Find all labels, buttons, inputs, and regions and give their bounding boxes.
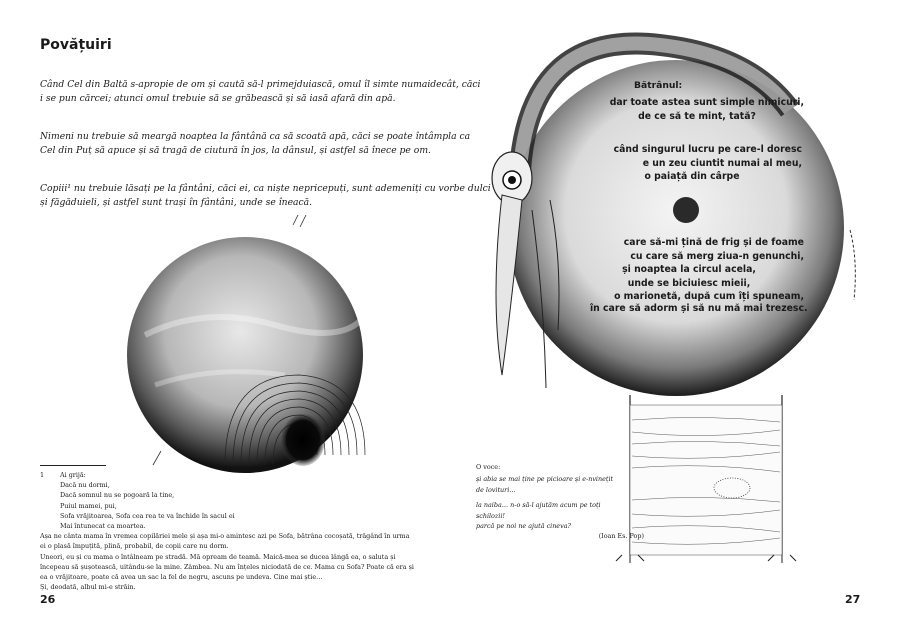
ink-circle-illustration — [125, 215, 385, 475]
page-title: Povățuiri — [40, 37, 112, 53]
poem-line: de ce să te mint, tată? — [638, 110, 756, 122]
voice-line: schilozii! — [476, 511, 505, 520]
paragraph-2 — [40, 130, 471, 158]
poem-stanza-4 — [590, 302, 808, 316]
poem-stanza-1 — [590, 96, 804, 123]
voice-line: și abia se mai ține pe picioare și e-nvinețit — [476, 475, 614, 484]
voice-heading: O voce: — [476, 463, 501, 471]
prose-line: ea o vrăjitoare, poate că avea un sac la fel de negru, ascuns pe undeva. Cine mai știe… — [40, 573, 323, 582]
poem-line: și noaptea la circul acela, — [622, 264, 756, 275]
prose-line: Și, deodată, albul mi-e străin. — [40, 583, 136, 592]
paragraph-line: și făgăduieli, și astfel sunt trași în fântâni, unde se îneacă. — [40, 197, 313, 208]
voice-line: parcă pe noi ne ajută cineva? — [476, 522, 571, 531]
verse-line: Mai întunecat ca moartea. — [60, 522, 146, 531]
poem-line: o marionetă, după cum îți spuneam, — [614, 291, 804, 302]
page-number-left: 26 — [40, 593, 56, 606]
paragraph-line: Nimeni nu trebuie să meargă noaptea la fântână ca să scoată apă, căci se poate întâmpla ca — [40, 131, 471, 142]
striped-box — [630, 405, 782, 555]
poem-line: în care să adorm și să nu mă mai trezesc. — [590, 303, 808, 314]
verse-line: Ai grijă: — [60, 471, 86, 479]
poem-line: e un zeu ciuntit numai al meu, — [642, 157, 802, 169]
dark-hole — [281, 414, 325, 466]
voice-line: de lovituri… — [476, 485, 516, 494]
page-number-right: 27 — [845, 593, 861, 606]
footnote-rule — [40, 465, 106, 466]
poem-line: cu care să merg ziua-n genunchi, — [630, 250, 804, 262]
footnote-prose — [40, 531, 420, 592]
prose-line: Uneori, eu și cu mama o întâlneam pe stradă. Mă opream de teamă. Maică-mea se ducea lângă ea, o saluta și — [40, 552, 396, 561]
poem-stanza-2 — [582, 143, 802, 184]
paragraph-line: Copiii¹ nu trebuie lăsați pe la fântâni, căci ei, ca niște nepricepuți, sunt ademeniți cu vorbe dulci — [40, 183, 491, 194]
poem-line: unde se biciuiesc mieii, — [627, 277, 751, 289]
prose-line: ei o plasă împuțită, plină, probabil, de copii care nu dorm. — [40, 542, 229, 551]
navel-spot — [673, 197, 699, 223]
right-page — [450, 0, 900, 636]
paragraph-1 — [40, 78, 481, 106]
voice-line: la naiba… n-o să-l ajutăm acum pe toți — [476, 501, 601, 510]
poem-line: dar toate astea sunt simple nimicuri, — [609, 97, 804, 108]
prose-line: Așa ne cânta mama în vremea copilăriei mele și așa mi-o amintesc azi pe Sofa, bătrâna cocoșată, trăgând în urma — [40, 532, 410, 541]
voice-block — [476, 462, 646, 542]
footnote-verse — [40, 470, 420, 531]
signature: (Ioan Es. Pop) — [598, 532, 644, 541]
paragraph-line: Când Cel din Baltă s-apropie de om și caută să-l primejduiască, omul îl simte numaidecât, căci — [40, 79, 481, 90]
poem-stanza-3 — [574, 236, 804, 304]
verse-line: Sofa vrăjitoarea, Sofa cea rea te va închide în sacul ei — [60, 511, 235, 520]
footnote-number: 1 — [40, 471, 45, 479]
poem-line: care să-mi țină de frig și de foame — [623, 237, 804, 248]
poem-line: când singurul lucru pe care-l doresc — [613, 144, 802, 155]
chain — [850, 230, 855, 300]
paragraph-line: i se pun cărcei; atunci omul trebuie să se grăbească și să iasă afară din apă. — [40, 93, 396, 104]
footnote — [40, 470, 420, 592]
poem-heading: Bătrânul: — [634, 80, 683, 91]
poem-line: o paiață din cârpe — [644, 171, 740, 182]
verse-line: Puiul mamei, pui, — [60, 501, 117, 510]
verse-line: Dacă nu dormi, — [60, 481, 110, 490]
prose-line: începeau să șușotească, uitându-se la mine. Zâmbea. Nu am înțeles niciodată de ce. Mama cu Sofa? Poate că era și — [40, 562, 414, 571]
verse-line: Dacă somnul nu se pogoară la tine, — [60, 491, 175, 500]
paragraph-line: Cel din Puț să apuce și să tragă de ciutură în jos, la dânsul, și astfel să înece pe om. — [40, 145, 431, 156]
paragraph-3 — [40, 182, 491, 210]
ink-circle — [127, 237, 363, 473]
